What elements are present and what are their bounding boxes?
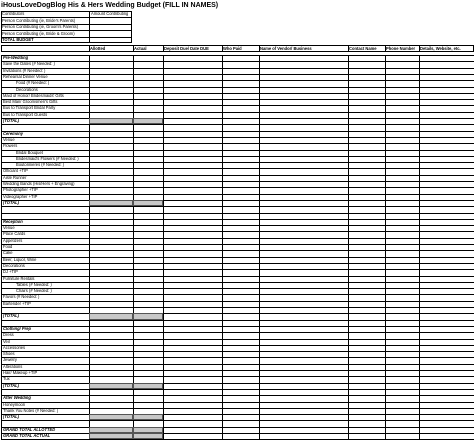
total-label[interactable]: (TOTAL)	[3, 414, 19, 420]
budget-item[interactable]: Venue	[3, 225, 15, 231]
total-label[interactable]: GRAND TOTAL ACTUAL	[3, 433, 51, 439]
contributors-header: Contributors	[2, 11, 25, 16]
column-header: Deposit Due/ Date DUE	[164, 46, 209, 51]
budget-item[interactable]: Beer, Liquor, Wine	[3, 256, 37, 262]
budget-item[interactable]: Officiant +TIP	[3, 168, 28, 174]
budget-item[interactable]: Best Man/ Groomsmen's Gifts	[3, 99, 58, 105]
sheet-title: iHousLoveDogBlog His & Hers Wedding Budget (FILL IN NAMES)	[1, 2, 219, 9]
budget-item[interactable]: Food (# Needed: )	[16, 80, 50, 86]
contributor-row[interactable]: Person Contributing (ie, Bride's Parents)	[1, 17, 89, 24]
budget-item[interactable]: Veil	[3, 338, 10, 344]
amount-contributing-header: Amount Contributing	[89, 11, 132, 17]
total-label[interactable]: (TOTAL)	[3, 313, 19, 319]
total-label[interactable]: (TOTAL)	[3, 382, 19, 388]
budget-item[interactable]: Aisle Runner	[3, 174, 27, 180]
budget-item[interactable]: Videographer +TIP	[3, 193, 38, 199]
column-header: Who Paid	[223, 46, 242, 51]
section-heading[interactable]: Clothing/ Prep	[3, 325, 31, 331]
budget-item[interactable]: Chairs (# Needed: )	[16, 288, 52, 294]
column-header: Contact Name	[349, 46, 377, 51]
contributor-row[interactable]: Person Contributing (ie, Bride & Groom)	[1, 30, 89, 37]
budget-item[interactable]: Bridal Bouquet	[16, 149, 43, 155]
budget-item[interactable]: Save the Dates (# Needed: )	[3, 61, 55, 67]
budget-item[interactable]: Decorations	[16, 86, 38, 92]
column-header: Name of Vendor/ Business	[260, 46, 312, 51]
budget-item[interactable]: Invitations (# Needed: )	[3, 67, 46, 73]
section-heading[interactable]: Ceremony	[3, 130, 24, 136]
budget-item[interactable]: Food	[3, 244, 13, 250]
budget-item[interactable]: Bridesmaid's Flowers (# Needed: )	[16, 155, 79, 161]
budget-item[interactable]: Furniture Rentals	[3, 275, 35, 281]
budget-item[interactable]: Wedding Bands (His/Hers + Engraving)	[3, 181, 75, 187]
budget-item[interactable]: Photographer +TIP	[3, 187, 38, 193]
section-heading[interactable]: Reception	[3, 218, 23, 224]
total-label[interactable]: (TOTAL)	[3, 118, 19, 124]
column-header: Details, Website, etc.	[420, 46, 461, 51]
budget-item[interactable]: Cake	[3, 250, 13, 256]
column-header: Actual	[134, 46, 147, 51]
budget-item[interactable]: Dress	[3, 332, 14, 338]
budget-item[interactable]: Thank You Notes (# Needed: )	[3, 407, 59, 413]
budget-item[interactable]: Shoes	[3, 351, 15, 357]
budget-item[interactable]: Tables (# Needed: )	[16, 281, 52, 287]
budget-item[interactable]: DJ +TIP	[3, 269, 18, 275]
budget-item[interactable]: Rehearsal Dinner Venue	[3, 73, 48, 79]
budget-item[interactable]: Bus to Transport Bridal Party	[3, 105, 56, 111]
total-label[interactable]: (TOTAL)	[3, 199, 19, 205]
column-header: Phone Number	[386, 46, 416, 51]
contributor-row[interactable]: Person Contributing (ie, Groom's Parents)	[1, 24, 89, 31]
budget-item[interactable]: Honeymoon	[3, 401, 26, 407]
budget-item[interactable]: Alterations	[3, 363, 23, 369]
budget-item[interactable]: Tux	[3, 376, 10, 382]
budget-item[interactable]: Venue	[3, 136, 15, 142]
budget-item[interactable]: Flowers	[3, 143, 18, 149]
budget-item[interactable]: Favors (# Needed: )	[3, 294, 40, 300]
budget-item[interactable]: Boutonnieres (# Needed: )	[16, 162, 65, 168]
section-heading[interactable]: After Wedding	[3, 395, 31, 401]
total-budget-label: TOTAL BUDGET	[1, 37, 89, 44]
budget-item[interactable]: Decorations	[3, 262, 25, 268]
total-label[interactable]: GRAND TOTAL ALLOTTED	[3, 426, 56, 432]
budget-item[interactable]: Appetizers	[3, 237, 23, 243]
budget-item[interactable]: Jewelry	[3, 357, 17, 363]
section-heading[interactable]: Pre-Wedding	[3, 55, 29, 61]
budget-item[interactable]: Place Cards	[3, 231, 26, 237]
budget-item[interactable]: Maid of Honor/ Bridesmaids' Gifts	[3, 92, 64, 98]
budget-item[interactable]: Accessories	[3, 344, 26, 350]
budget-item[interactable]: Bartender +TIP	[3, 300, 31, 306]
column-header: Allotted	[90, 46, 106, 51]
budget-item[interactable]: Hair/ Makeup +TIP	[3, 370, 38, 376]
budget-item[interactable]: Bus to Transport Guests	[3, 111, 48, 117]
